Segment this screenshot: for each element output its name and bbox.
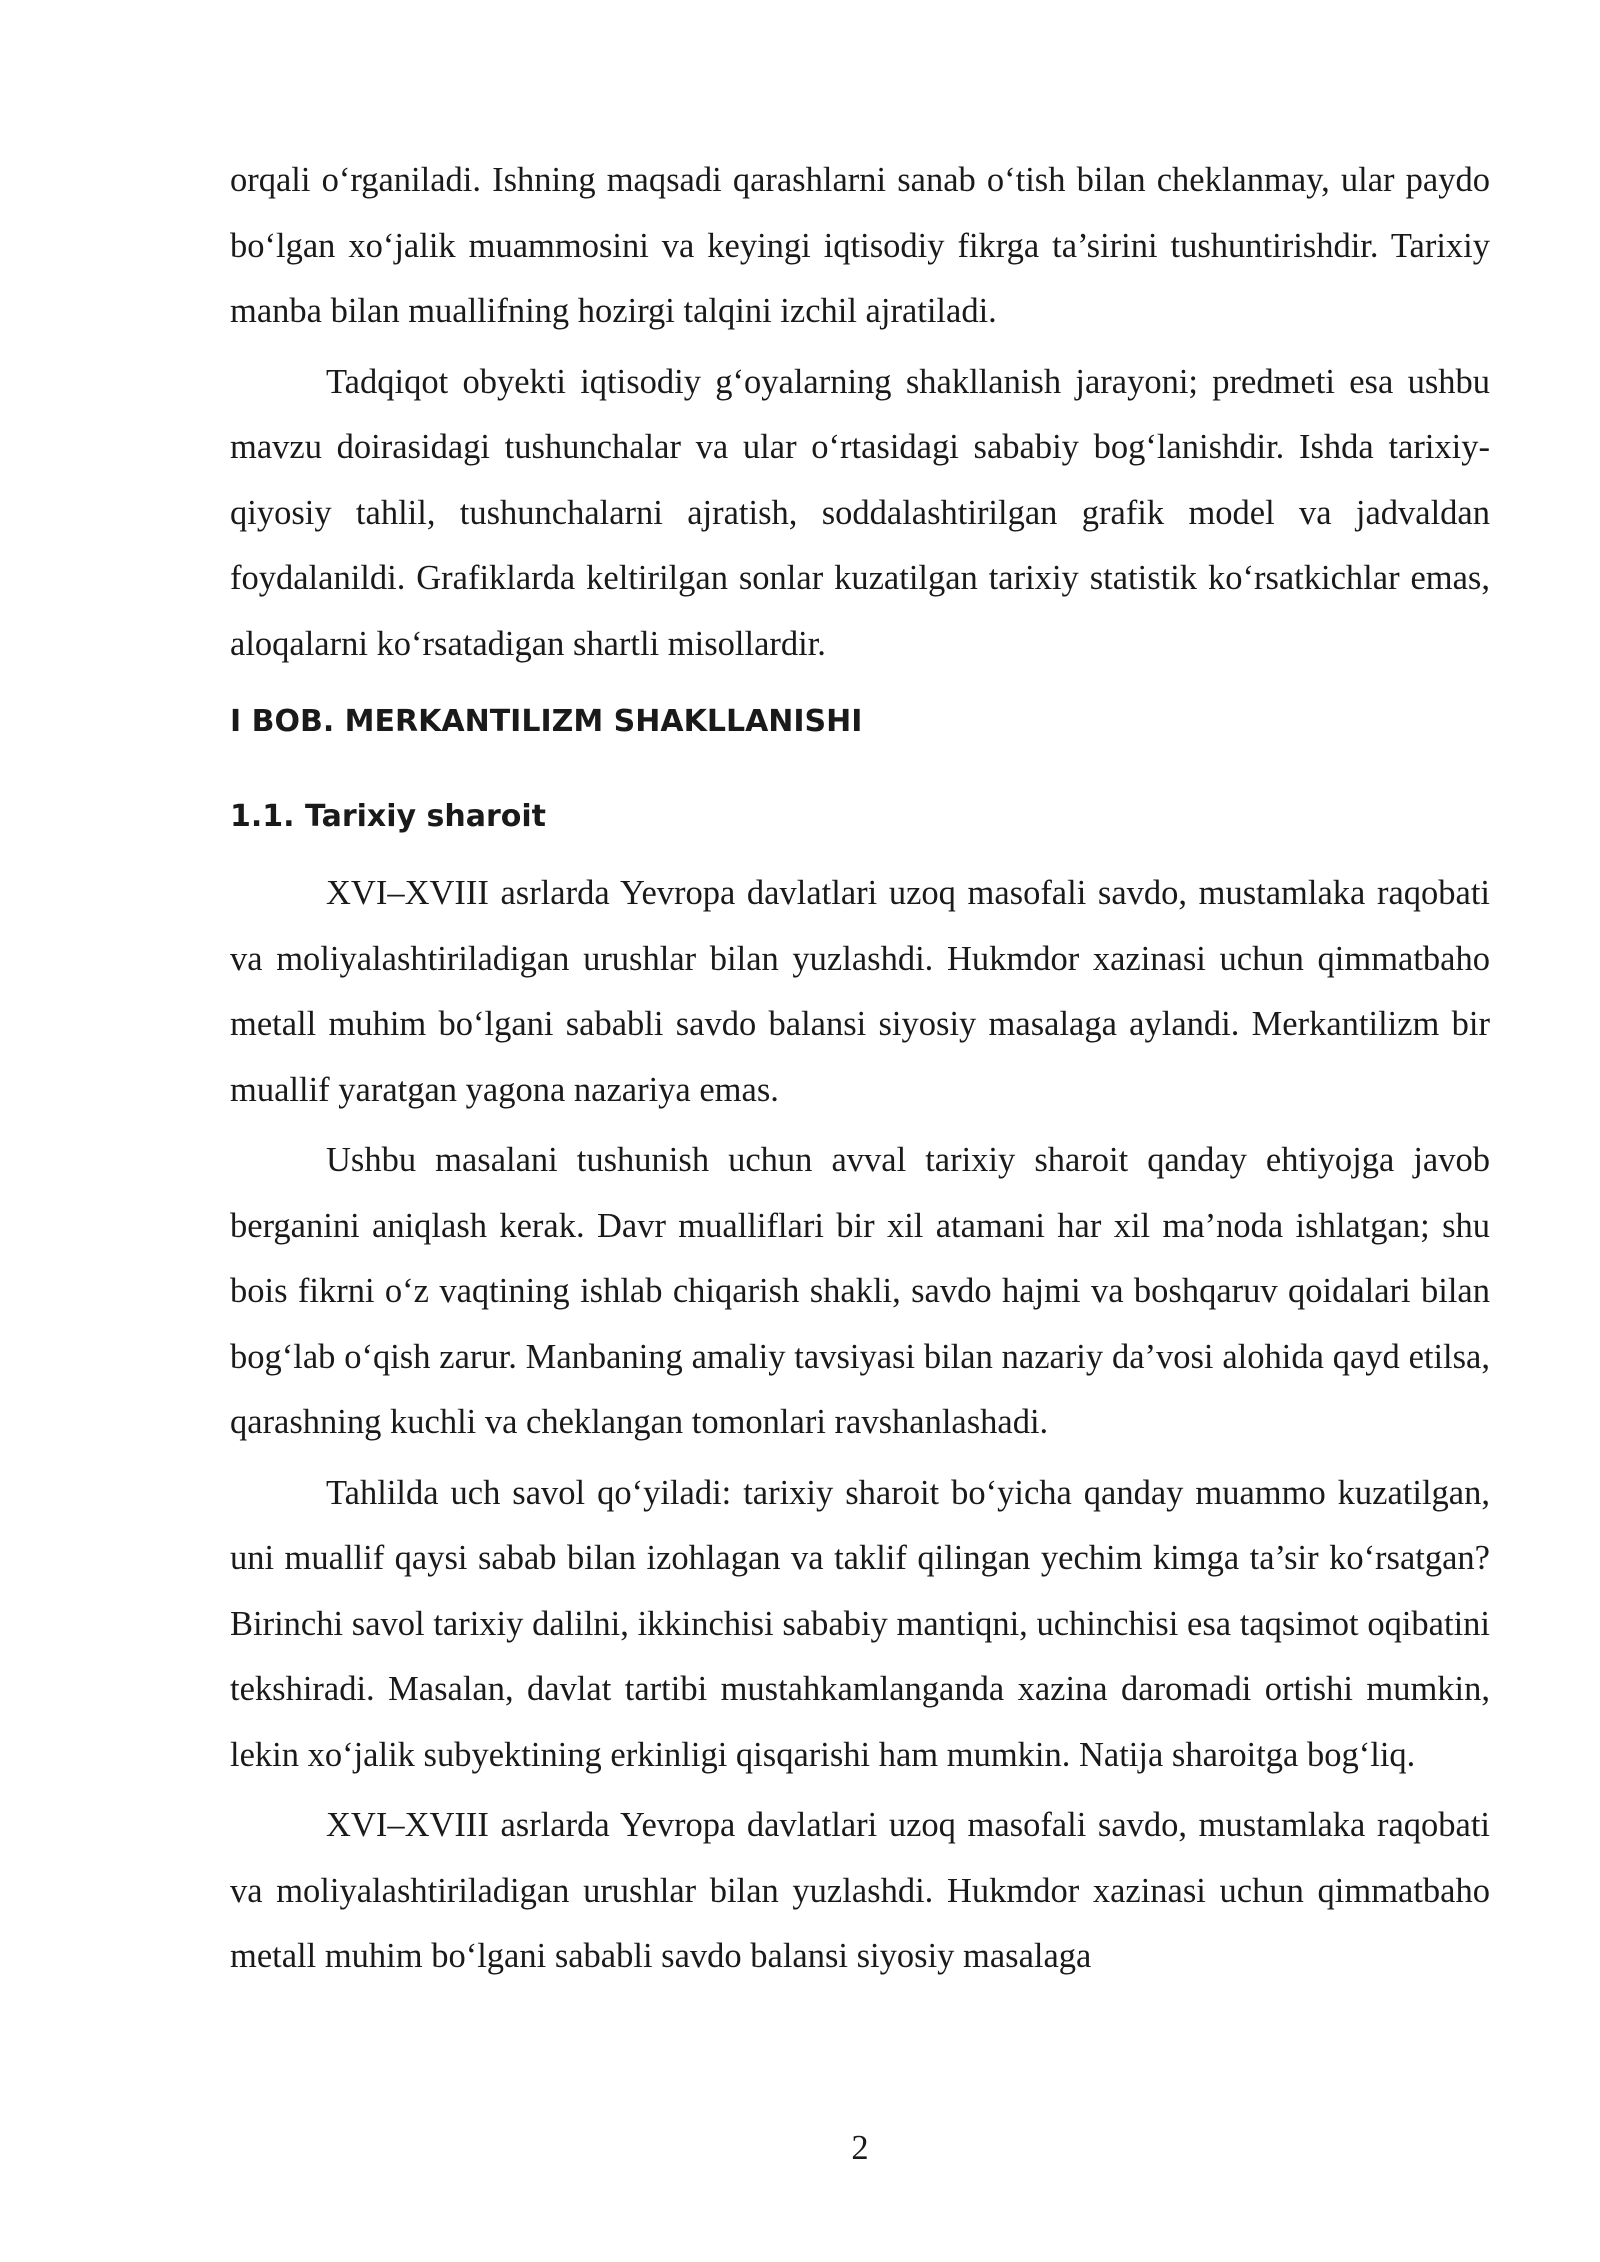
document-page bbox=[230, 148, 1490, 1995]
paragraph-historical-context-repeat: XVI–XVIII asrlarda Yevropa davlatlari uzoq masofali savdo, mustamlaka raqobati va moliyalashtiriladigan urushlar bilan yuzlashdi. Hukmdor xazinasi uchun qimmatbaho metall muhim bo‘lgani sababli savdo balansi siyosiy masalaga bbox=[230, 1806, 1490, 1975]
page-number: 2 bbox=[851, 2129, 869, 2167]
paragraph-intro-continuation: orqali o‘rganiladi. Ishning maqsadi qarashlarni sanab o‘tish bilan cheklanmay, ular paydo bo‘lgan xo‘jalik muammosini va keyingi iqtisodiy fikrga ta’sirini tushuntirishdir. Tarixiy manba bilan muallifning hozirgi talqini izchil ajratiladi. bbox=[230, 161, 1490, 330]
section-heading: 1.1. Tarixiy sharoit bbox=[230, 799, 547, 834]
chapter-heading: I BOB. MERKANTILIZM SHAKLLANISHI bbox=[230, 704, 863, 739]
paragraph-analysis-questions: Tahlilda uch savol qo‘yiladi: tarixiy sharoit bo‘yicha qanday muammo kuzatilgan, uni muallif qaysi sabab bilan izohlagan va taklif qilingan yechim kimga ta’sir ko‘rsatgan? Birinchi savol tarixiy dalilni, ikkinchisi sababiy mantiqni, uchinchisi esa taqsimot oqibatini tekshiradi. Masalan, davlat tartibi mustahkamlanganda xazina daromadi ortishi mumkin, lekin xo‘jalik subyektining erkinligi qisqarishi ham mumkin. Natija sharoitga bog‘liq. bbox=[230, 1473, 1490, 1774]
paragraph-research-object: Tadqiqot obyekti iqtisodiy g‘oyalarning shakllanish jarayoni; predmeti esa ushbu mavzu doirasidagi tushunchalar va ular o‘rtasidagi sababiy bog‘lanishdir. Ishda tarixiy-qiyosiy tahlil, tushunchalarni ajratish, soddalashtirilgan grafik model va jadvaldan foydalanildi. Grafiklarda keltirilgan sonlar kuzatilgan tarixiy statistik ko‘rsatkichlar emas, aloqalarni ko‘rsatadigan shartli misollardir. bbox=[230, 362, 1490, 663]
paragraph-understanding-issue: Ushbu masalani tushunish uchun avval tarixiy sharoit qanday ehtiyojga javob berganini aniqlash kerak. Davr mualliflari bir xil atamani har xil ma’noda ishlatgan; shu bois fikrni o‘z vaqtining ishlab chiqarish shakli, savdo hajmi va boshqaruv qoidalari bilan bog‘lab o‘qish zarur. Manbaning amaliy tavsiyasi bilan nazariy da’vosi alohida qayd etilsa, qarashning kuchli va cheklangan tomonlari ravshanlashadi. bbox=[230, 1141, 1490, 1441]
paragraph-historical-context: XVI–XVIII asrlarda Yevropa davlatlari uzoq masofali savdo, mustamlaka raqobati va moliyalashtiriladigan urushlar bilan yuzlashdi. Hukmdor xazinasi uchun qimmatbaho metall muhim bo‘lgani sababli savdo balansi siyosiy masalaga aylandi. Merkantilizm bir muallif yaratgan yagona nazariya emas. bbox=[230, 874, 1490, 1109]
